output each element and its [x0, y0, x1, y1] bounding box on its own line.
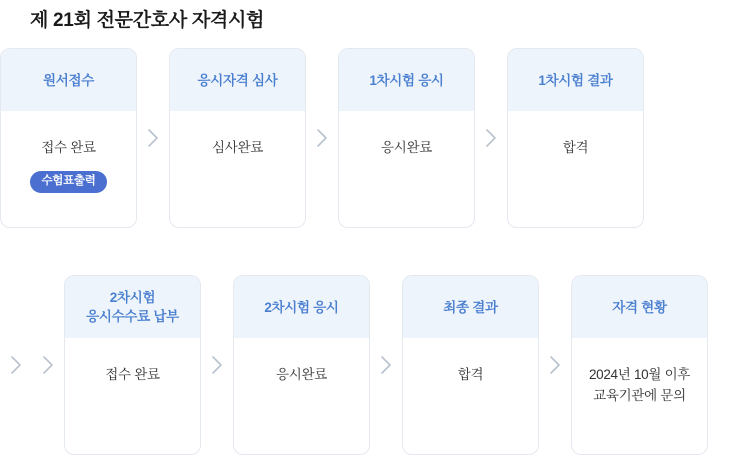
step-header: [234, 276, 369, 338]
step-status: [589, 364, 690, 406]
step-body: [1, 111, 136, 227]
step-arrow-icon: [32, 275, 64, 455]
step-status-line: 2024년 10월 이후: [588, 367, 691, 382]
step-arrow-icon: [539, 275, 571, 455]
step-status-line: 응시완료: [276, 367, 327, 382]
print-admission-ticket-button[interactable]: 수험표출력: [30, 171, 106, 193]
step-title-line: 1차시험 결과: [538, 72, 613, 88]
step-card: [64, 275, 201, 455]
step-card: [507, 48, 644, 228]
step-status-line: 합격: [562, 140, 589, 155]
step-status-line: 교육기관에 문의: [593, 388, 686, 403]
step-header: [339, 49, 474, 111]
page-title: 제 21회 전문간호사 자격시험: [30, 10, 265, 31]
step-title-line: 2차시험: [109, 290, 156, 305]
step-title-line: 응시자격 심사: [197, 72, 278, 88]
step-status-line: 응시완료: [381, 140, 432, 155]
step-status-line: 접수 완료: [41, 140, 96, 155]
step-header: [170, 49, 305, 111]
step-status: [41, 137, 95, 158]
step-title-line: 2차시험 응시: [264, 299, 339, 315]
step-status-line: 합격: [457, 367, 484, 382]
step-arrow-icon: [137, 48, 169, 228]
step-body: [403, 338, 538, 454]
step-card: [571, 275, 708, 455]
step-header: [403, 276, 538, 338]
step-status-line: 접수 완료: [105, 367, 160, 382]
row-continuation-arrow-icon: [0, 275, 32, 455]
step-card: [402, 275, 539, 455]
step-card: [338, 48, 475, 228]
step-status: [458, 364, 483, 385]
step-card: [233, 275, 370, 455]
step-header: [572, 276, 707, 338]
step-card: [0, 48, 137, 228]
step-title-line: 자격 현황: [612, 299, 667, 315]
step-header: [65, 276, 200, 338]
step-body: [234, 338, 369, 454]
step-card: [169, 48, 306, 228]
step-body: [572, 338, 707, 454]
progress-row-1: [0, 48, 644, 228]
step-title-line: 응시수수료 납부: [86, 309, 179, 324]
step-status: [563, 137, 588, 158]
step-body: [170, 111, 305, 227]
step-arrow-icon: [201, 275, 233, 455]
step-title-line: 원서접수: [43, 72, 94, 88]
step-header: [508, 49, 643, 111]
step-title-line: 1차시험 응시: [369, 72, 444, 88]
step-status: [381, 137, 432, 158]
step-body: [339, 111, 474, 227]
step-status: [276, 364, 327, 385]
step-arrow-icon: [306, 48, 338, 228]
step-status: [105, 364, 159, 385]
step-header: [1, 49, 136, 111]
step-arrow-icon: [475, 48, 507, 228]
progress-row-2: [0, 275, 708, 455]
step-status-line: 심사완료: [212, 140, 263, 155]
step-body: [65, 338, 200, 454]
step-title-line: 최종 결과: [443, 299, 498, 315]
step-arrow-icon: [370, 275, 402, 455]
step-body: [508, 111, 643, 227]
step-status: [212, 137, 263, 158]
